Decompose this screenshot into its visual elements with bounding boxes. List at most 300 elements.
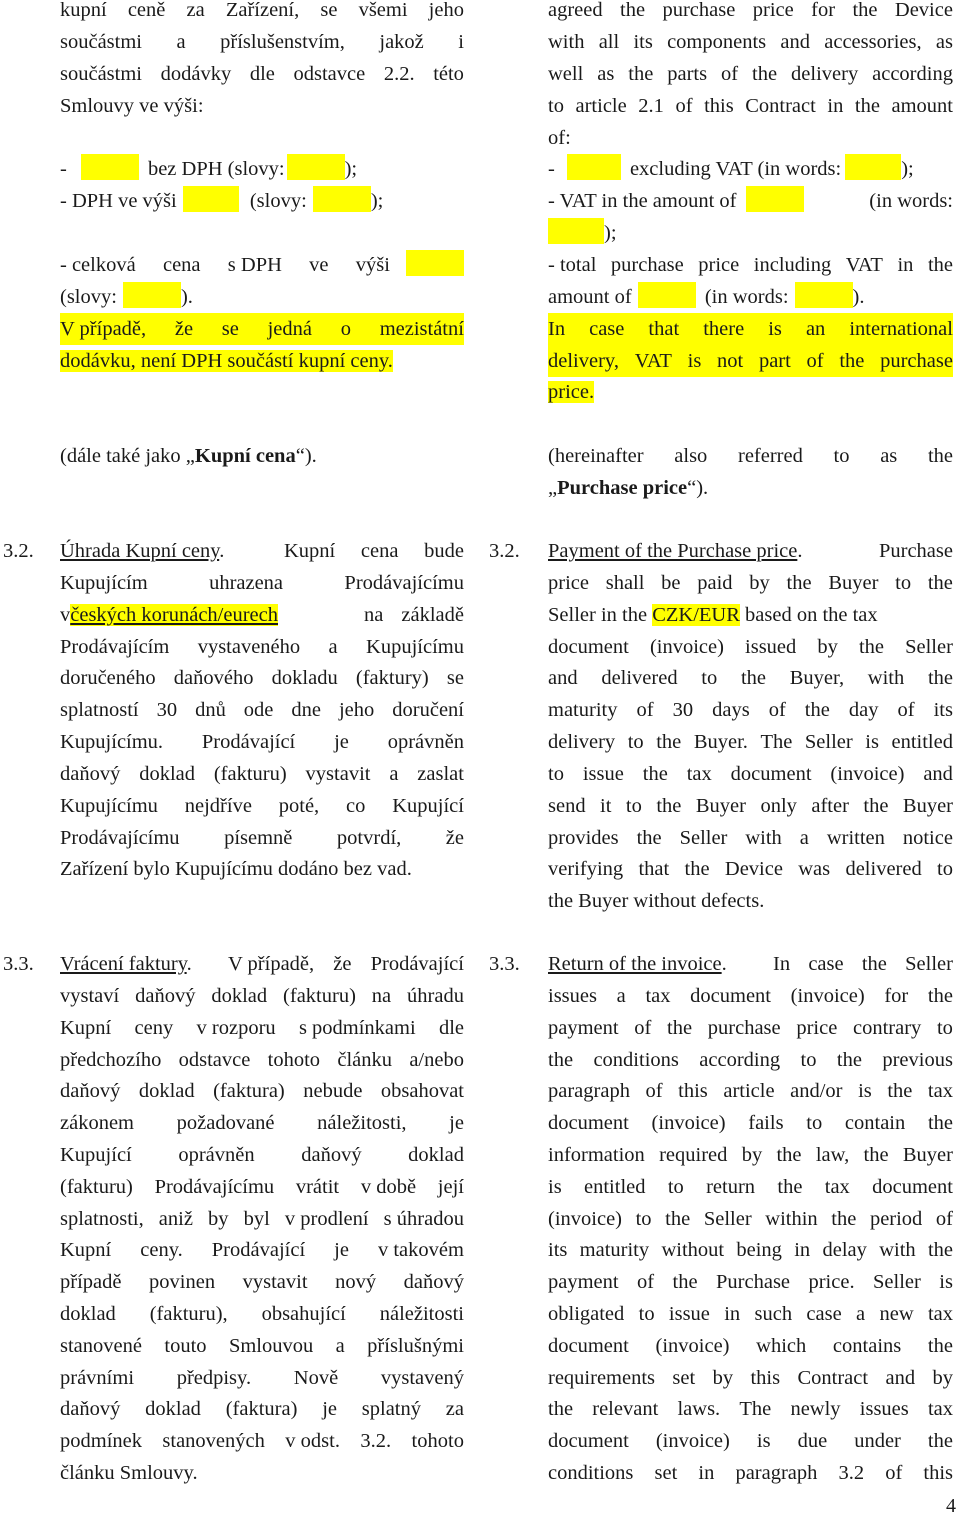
word: nejdříve — [184, 795, 252, 817]
redacted-words — [548, 218, 604, 244]
cz-s33-line-12 — [60, 1298, 464, 1330]
word: paragraph — [548, 1080, 630, 1102]
word: delivery, — [548, 350, 619, 372]
word: set — [654, 1462, 678, 1484]
word: doklad — [139, 763, 195, 785]
word: article — [575, 95, 627, 117]
word: with — [867, 667, 905, 689]
word: poté, — [278, 795, 320, 817]
en-s33-line-5 — [548, 1075, 953, 1107]
cz-top-line-2 — [60, 26, 464, 58]
word: the — [887, 1080, 913, 1102]
word: contains — [832, 1335, 902, 1357]
word: the — [620, 0, 646, 21]
word: price. — [808, 1271, 855, 1293]
word: Smlouvou — [228, 1335, 314, 1357]
word: is — [687, 350, 702, 372]
word: případě — [60, 1271, 122, 1293]
word: se — [446, 667, 464, 689]
en-price-excl-vat-line: - excluding VAT (in words: ); — [548, 153, 914, 185]
word: in — [698, 1462, 715, 1484]
word: 30 — [156, 699, 178, 721]
word: příslušnými — [367, 1335, 464, 1357]
word: it — [600, 795, 612, 817]
word: splatnosti, — [60, 1208, 144, 1230]
word: s podmínkami — [298, 1017, 416, 1039]
word: Seller — [905, 953, 953, 975]
word: purchase — [610, 254, 684, 276]
word: paragraph — [735, 1462, 818, 1484]
word: v takovém — [377, 1239, 464, 1261]
word: the — [927, 1239, 953, 1261]
word: of — [935, 1208, 953, 1230]
cz-s32-line-3: včeských korunách/eurech na základě — [60, 599, 464, 631]
cz-s33-line-5 — [60, 1075, 464, 1107]
cz-s32-line-6 — [60, 694, 464, 726]
word: and — [780, 31, 811, 53]
word: is — [768, 318, 782, 340]
en-top-line-2 — [548, 26, 953, 58]
word: paid — [697, 572, 733, 594]
word: vystavit — [305, 763, 371, 785]
word: the — [863, 795, 889, 817]
word: of — [634, 1017, 652, 1039]
section-number-3-3-cz: 3.3. — [3, 953, 34, 975]
word: nový — [335, 1271, 377, 1293]
cz-international-note-1 — [60, 313, 464, 345]
cz-s33-line-2 — [60, 980, 464, 1012]
word: purchase — [662, 0, 736, 21]
word: the — [776, 1144, 802, 1166]
word: case — [808, 953, 844, 975]
word: podmínek — [60, 1430, 142, 1452]
redacted-amount — [638, 282, 696, 308]
cz-s33-line-3 — [60, 1012, 464, 1044]
word: to — [548, 763, 564, 785]
word: Prodávajícímu — [154, 1176, 275, 1198]
word: of — [897, 699, 915, 721]
word: daňový — [301, 1144, 362, 1166]
word: Buyer — [828, 572, 879, 594]
word: a — [335, 1335, 345, 1357]
word: price — [698, 254, 740, 276]
word: well — [548, 63, 584, 85]
word: with — [745, 827, 782, 849]
word: be — [661, 572, 681, 594]
en-s33-line-10 — [548, 1234, 953, 1266]
word: mezistátní — [379, 318, 464, 340]
word: to — [833, 445, 850, 467]
en-top-line-4 — [548, 90, 953, 122]
word: tax — [927, 1303, 953, 1325]
en-s33-line-1: Return of the invoice. In case the Seller — [548, 948, 953, 980]
word: of — [768, 699, 786, 721]
word: (fakturu) — [60, 1176, 133, 1198]
word: is — [939, 1271, 953, 1293]
word: to — [627, 731, 644, 753]
word: vrátit — [295, 1176, 340, 1198]
word: aniž — [158, 1208, 193, 1230]
word: a — [616, 985, 626, 1007]
word: o — [340, 318, 351, 340]
word: všemi — [358, 0, 408, 21]
word: je — [449, 1112, 464, 1134]
word: v odst. — [285, 1430, 340, 1452]
word: in — [897, 254, 914, 276]
en-international-note-1 — [548, 313, 953, 345]
en-vat-line: - VAT in the amount of (in words: — [548, 185, 953, 217]
word: že — [174, 318, 194, 340]
word: Kupujícímu — [366, 636, 464, 658]
en-s33-line-16 — [548, 1425, 953, 1457]
word: úhradu — [407, 985, 464, 1007]
word: doklad — [138, 1080, 195, 1102]
word: the — [656, 795, 682, 817]
word: Kupní — [60, 1239, 112, 1261]
word: that — [638, 858, 670, 880]
word: the — [684, 858, 710, 880]
word: is — [865, 731, 879, 753]
word: splatností — [60, 699, 139, 721]
word: na — [364, 604, 384, 626]
word: a — [176, 31, 186, 53]
word: which — [756, 1335, 807, 1357]
en-s32-line-4 — [548, 631, 953, 663]
word: Buyer. — [693, 731, 748, 753]
word: daňový — [60, 763, 121, 785]
redacted-words — [123, 282, 181, 308]
cz-s33-line-6 — [60, 1107, 464, 1139]
en-total-price-line — [548, 249, 953, 281]
word: document — [548, 1335, 629, 1357]
en-s33-line-9 — [548, 1203, 953, 1235]
word: is — [858, 1080, 872, 1102]
word: ode — [243, 699, 274, 721]
word: is — [548, 1176, 562, 1198]
word: the — [777, 1176, 803, 1198]
word: dodávky — [160, 63, 232, 85]
word: součástmi — [60, 63, 142, 85]
word: Seller — [804, 731, 853, 753]
word: této — [433, 63, 464, 85]
word: of — [637, 1271, 655, 1293]
word: international — [849, 318, 953, 340]
word: se — [221, 318, 239, 340]
word: - celková — [60, 254, 136, 276]
word: zákonem — [60, 1112, 134, 1134]
cz-s33-line-13 — [60, 1330, 464, 1362]
word: the — [752, 63, 778, 85]
word: issue — [668, 1303, 710, 1325]
word: to — [548, 95, 564, 117]
word: of — [645, 1080, 663, 1102]
english-column — [548, 0, 953, 1517]
word: předpisy. — [176, 1367, 252, 1389]
word: daňový — [403, 1271, 464, 1293]
word: součástmi — [60, 31, 142, 53]
word: Seller — [905, 636, 953, 658]
word: relevant — [592, 1398, 659, 1420]
word: uhrazena — [209, 572, 284, 594]
en-s32-line-10 — [548, 822, 953, 854]
word: issue — [582, 763, 624, 785]
word: (hereinafter — [548, 445, 644, 467]
word: doklad — [60, 1303, 116, 1325]
word: Nově — [293, 1367, 339, 1389]
word: the — [927, 254, 953, 276]
word: a — [328, 636, 338, 658]
en-s32-line-12: the Buyer without defects. — [548, 890, 765, 912]
word: the — [740, 667, 766, 689]
word: doklad — [211, 985, 268, 1007]
word: its — [633, 31, 653, 53]
word: In — [773, 953, 791, 975]
word: according — [699, 1049, 781, 1071]
cz-top-line-3 — [60, 58, 464, 90]
word: period — [869, 1208, 923, 1230]
word: the — [927, 572, 953, 594]
word: the — [927, 1335, 953, 1357]
word: stanovené — [60, 1335, 142, 1357]
word: price — [752, 0, 794, 21]
en-s33-line-13 — [548, 1330, 953, 1362]
word: not — [717, 350, 744, 372]
word: delivery — [548, 731, 616, 753]
word: this — [750, 1367, 781, 1389]
word: by — [932, 1367, 953, 1389]
word: že — [445, 827, 464, 849]
word: the — [861, 953, 887, 975]
word: document — [872, 1176, 953, 1198]
cz-international-note-2: dodávku, není DPH součástí kupní ceny. — [60, 350, 393, 372]
cz-s32-line-9 — [60, 790, 464, 822]
word: send — [548, 795, 586, 817]
word: vystaveného — [197, 636, 301, 658]
word: vystavený — [380, 1367, 464, 1389]
word: ceny. — [140, 1239, 183, 1261]
word: jeho — [428, 0, 464, 21]
cz-s33-line-1: Vrácení faktury. V případě, že Prodávající — [60, 948, 464, 980]
word: tax — [927, 1398, 953, 1420]
word: základě — [401, 604, 464, 626]
word: The — [760, 731, 793, 753]
word: verifying — [548, 858, 624, 880]
en-s32-line-6 — [548, 694, 953, 726]
cz-s33-line-14 — [60, 1362, 464, 1394]
word: zaslat — [417, 763, 464, 785]
word: za — [445, 1398, 464, 1420]
word: Purchase — [716, 1271, 791, 1293]
word: days — [712, 699, 750, 721]
redacted-amount — [406, 250, 464, 276]
word: Contract — [797, 1367, 869, 1389]
word: law, — [815, 1144, 850, 1166]
word: Kupní — [60, 1017, 112, 1039]
en-s32-line-1: Payment of the Purchase price. Purchase — [548, 540, 953, 562]
word: its — [933, 699, 953, 721]
word: to — [635, 1208, 652, 1230]
section-number-3-2-cz: 3.2. — [3, 540, 34, 562]
cz-s32-line-11: Zařízení bylo Kupujícímu dodáno bez vad. — [60, 858, 412, 880]
word: V případě, — [60, 318, 147, 340]
cz-s33-line-15 — [60, 1393, 464, 1425]
word: ve — [309, 254, 329, 276]
word: written — [826, 827, 885, 849]
word: with — [879, 1239, 916, 1261]
cz-total-price-line — [60, 249, 464, 281]
word: a — [799, 827, 809, 849]
word: 30 — [672, 699, 694, 721]
word: this — [704, 95, 734, 117]
word: The — [739, 1398, 772, 1420]
word: the — [804, 699, 830, 721]
word: issues — [859, 1398, 909, 1420]
en-international-note-2 — [548, 345, 953, 377]
cz-s33-line-4 — [60, 1044, 464, 1076]
word: requirements — [548, 1367, 656, 1389]
word: doklad — [145, 1398, 201, 1420]
word: oprávněn — [387, 731, 464, 753]
en-s32-line-7 — [548, 726, 953, 758]
word: dle — [438, 1017, 464, 1039]
word: the — [656, 731, 682, 753]
word: the — [665, 1208, 691, 1230]
cz-s32-line-7 — [60, 726, 464, 758]
word: předchozího — [60, 1049, 162, 1071]
word: (invoice) — [790, 985, 865, 1007]
word: and — [548, 667, 578, 689]
word: bude — [424, 540, 464, 562]
word: return — [706, 1176, 756, 1198]
redacted-amount — [746, 186, 804, 212]
word: the — [636, 827, 662, 849]
word: (invoice) — [830, 763, 905, 785]
word: je — [334, 731, 349, 753]
word: potvrdí, — [336, 827, 402, 849]
en-s33-line-6 — [548, 1107, 953, 1139]
word: Device — [894, 0, 953, 21]
word: the — [927, 445, 953, 467]
word: 2.1 — [638, 95, 664, 117]
word: the — [858, 636, 885, 658]
word: ceny — [134, 1017, 174, 1039]
word: cena — [360, 540, 399, 562]
word: the — [831, 1208, 857, 1230]
en-s32-line-5 — [548, 662, 953, 694]
word: as — [880, 445, 898, 467]
word: tohoto — [411, 1430, 464, 1452]
word: day — [848, 699, 879, 721]
en-s33-heading: Return of the invoice — [548, 953, 722, 975]
word: entitled — [584, 1176, 646, 1198]
redacted-words — [845, 154, 901, 180]
word: all — [598, 31, 620, 53]
word: doručení — [392, 699, 464, 721]
word: the — [786, 572, 812, 594]
word: (faktura) — [225, 1398, 298, 1420]
word: purchase — [880, 350, 953, 372]
word: of — [885, 1462, 903, 1484]
word: tohoto — [267, 1049, 321, 1071]
word: je — [334, 1239, 349, 1261]
en-currency-highlight: CZK/EUR — [652, 604, 740, 626]
word: V případě, — [228, 953, 315, 975]
en-s33-line-4 — [548, 1044, 953, 1076]
word: to — [937, 858, 953, 880]
word: (faktury) — [355, 667, 429, 689]
word: payment — [548, 1271, 619, 1293]
word: povinen — [149, 1271, 216, 1293]
section-number-3-2-en: 3.2. — [489, 540, 520, 562]
word: the — [863, 1144, 889, 1166]
word: referred — [738, 445, 803, 467]
word: to — [895, 572, 912, 594]
word: this — [923, 1462, 953, 1484]
word: within — [765, 1208, 818, 1230]
word: the — [927, 1430, 953, 1452]
word: právními — [60, 1367, 135, 1389]
word: price — [548, 572, 589, 594]
word: doručeného — [60, 667, 156, 689]
word: (fakturu) — [283, 985, 356, 1007]
word: nebude — [303, 1080, 363, 1102]
word: conditions — [548, 1462, 634, 1484]
cz-s32-heading: Úhrada Kupní ceny — [60, 540, 220, 562]
word: to — [638, 1303, 655, 1325]
word: components — [667, 31, 767, 53]
word: case — [589, 318, 625, 340]
word: Seller — [873, 1271, 921, 1293]
word: Kupní — [284, 540, 336, 562]
redacted-words — [795, 282, 853, 308]
page-number: 4 — [946, 1495, 956, 1517]
en-s33-line-8 — [548, 1171, 953, 1203]
word: document — [690, 985, 771, 1007]
word: vystaví — [60, 985, 120, 1007]
word: in — [724, 1303, 741, 1325]
cz-s32-line-8 — [60, 758, 464, 790]
word: dle — [249, 63, 275, 85]
cz-vat-line: - DPH ve výši (slovy: ); — [60, 185, 383, 217]
word: for — [884, 985, 909, 1007]
word: the — [548, 1398, 574, 1420]
word: obsahovat — [380, 1080, 464, 1102]
word: maturity — [579, 1239, 650, 1261]
word: Prodávajícímu — [344, 572, 464, 594]
word: this — [678, 1080, 708, 1102]
word: jeho — [338, 699, 375, 721]
word: touto — [164, 1335, 207, 1357]
word: under — [854, 1430, 901, 1452]
word: tax — [927, 1080, 953, 1102]
word: Kupující — [392, 795, 464, 817]
word: including — [753, 254, 832, 276]
cz-s32-line-10 — [60, 822, 464, 854]
word: to — [667, 1176, 684, 1198]
word: kupní — [60, 0, 107, 21]
word: part — [758, 350, 791, 372]
word: of — [721, 63, 739, 85]
en-top-line-5: of: — [548, 127, 571, 149]
en-top-line-3 — [548, 58, 953, 90]
word: článku — [337, 1049, 393, 1071]
word: Buyer — [902, 795, 953, 817]
cz-s33-line-11 — [60, 1266, 464, 1298]
word: Buyer, — [789, 667, 845, 689]
word: v rozporu — [196, 1017, 276, 1039]
word: dokladu — [271, 667, 338, 689]
cz-top-line-1 — [60, 0, 464, 26]
